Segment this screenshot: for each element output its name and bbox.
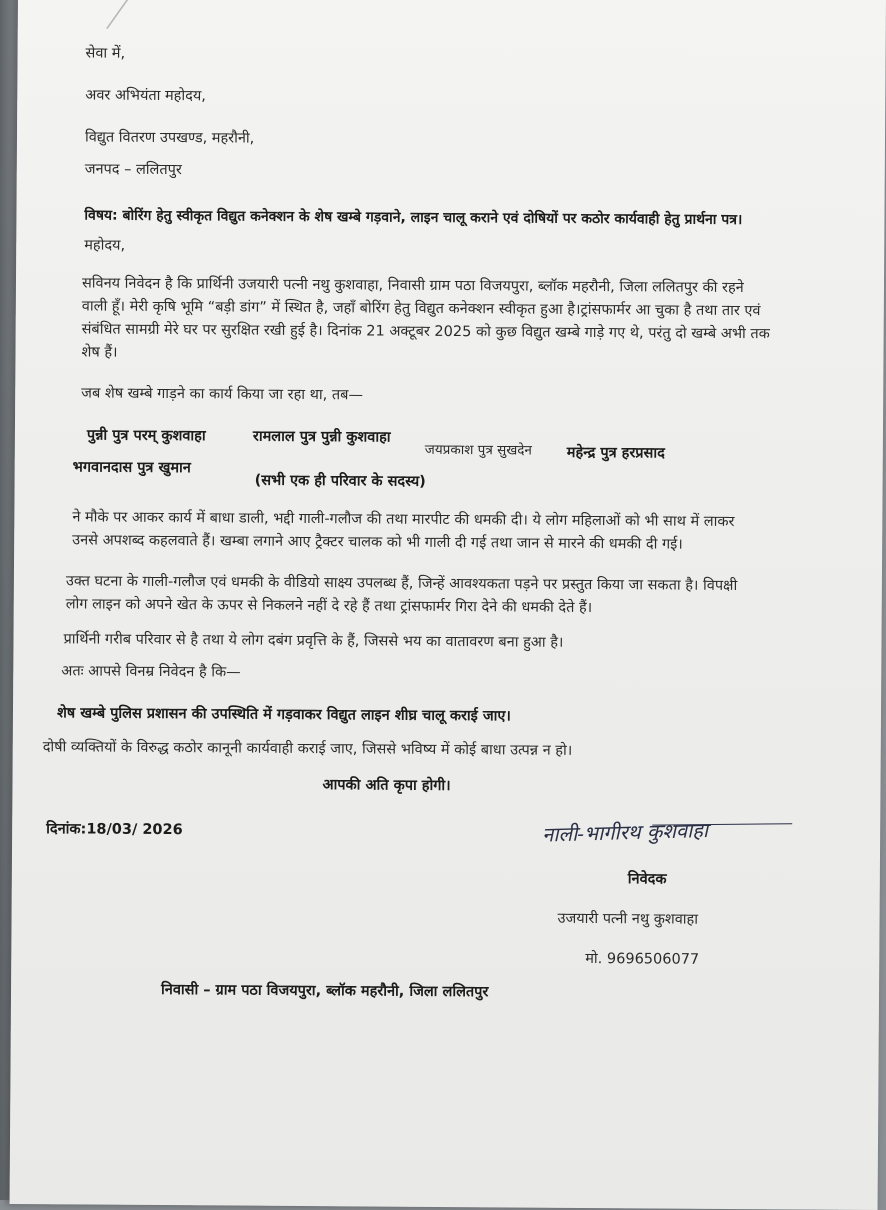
signature-text: नाली-भागीरथ कुशवाहा: [541, 817, 709, 847]
date-line: दिनांक:18/03/ 2026: [46, 821, 183, 839]
signature-underline: [652, 823, 792, 825]
para1-line2: वाली हूँ। मेरी कृषि भूमि “बड़ी डांग” में स्थित है, जहाँ बोरिंग हेतु विद्युत कनेक्शन स्वीकृत हुआ है।ट्रांसफार्मर आ चुका है तथा तार एवं: [81, 298, 761, 320]
request-1: शेष खम्बे पुलिस प्रशासन की उपस्थिति में गड़वाकर विद्युत लाइन शीघ्र चालू कराई जाए।: [56, 705, 511, 725]
salutation-to: सेवा में,: [85, 45, 126, 62]
para3-line1: ने मौके पर आकर कार्य में बाधा डाली, भद्दी गाली-गलौज की तथा मारपीट की धमकी दी। ये लोग महिलाओं को भी साथ में लाकर: [72, 509, 735, 531]
applicant-name: उजयारी पत्नी नथु कुशवाहा: [557, 910, 699, 928]
handwritten-signature: [542, 816, 709, 848]
subject-line: विषय: बोरिंग हेतु स्वीकृत विद्युत कनेक्शन के शेष खम्बे गड़वाने, लाइन चालू कराने एवं दोषियों पर कठोर कार्यवाही हेतु प्रार्थना पत्र।: [84, 207, 743, 229]
para6: अतः आपसे विनम्र निवेदन है कि—: [61, 663, 241, 681]
residence-line: निवासी – ग्राम पठा विजयपुरा, ब्लॉक महरौनी, जिला ललितपुर: [160, 982, 489, 1001]
para1-line4: शेष हैं।: [81, 344, 118, 361]
paper-fold: [66, 0, 132, 29]
accused-5: भगवानदास पुत्र खुमान: [72, 459, 191, 477]
applicant-mobile: मो. 9696506077: [585, 950, 700, 968]
greeting: महोदय,: [84, 237, 126, 254]
para3-line2: उनसे अपशब्द कहलवाते हैं। खम्बा लगाने आए ट्रैक्टर चालक को भी गाली दी गई तथा जान से मारने की धमकी दी गई।: [72, 532, 683, 553]
addressee-office: विद्युत वितरण उपखण्ड, महरौनी,: [84, 129, 255, 147]
para1-line3: संबंधित सामग्री मेरे घर पर सुरक्षित रखी हुई है। दिनांक 21 अक्टूबर 2025 को कुछ विद्युत खम्बे गाड़े गए थे, परंतु दो खम्बे अभी तक: [81, 321, 770, 343]
addressee-district: जनपद – ललितपुर: [84, 161, 182, 179]
para4-line1: उक्त घटना के गाली-गलौज एवं धमकी के वीडियो साक्ष्य उपलब्ध हैं, जिन्हें आवश्यकता पड़ने पर प्रस्तुत किया जा सकता है। विपक्षी: [65, 573, 738, 595]
letter-page: [10, 0, 886, 1210]
accused-note: (सभी एक ही परिवार के सदस्य): [254, 472, 426, 490]
para4-line2: लोग लाइन को अपने खेत के ऊपर से निकलने नहीं दे रहे हैं तथा ट्रांसफार्मर गिरा देने की धमकी देते हैं।: [65, 596, 593, 617]
accused-1: पुन्नी पुत्र परम् कुशवाहा: [86, 427, 206, 445]
request-2: दोषी व्यक्तियों के विरुद्ध कठोर कानूनी कार्यवाही कराई जाए, जिससे भविष्य में कोई बाधा उत्पन्न न हो।: [42, 739, 573, 759]
para5: प्रार्थिनी गरीब परिवार से है तथा ये लोग दबंग प्रवृत्ति के हैं, जिससे भय का वातावरण बना हुआ है।: [63, 631, 564, 651]
para2: जब शेष खम्बे गाड़ने का कार्य किया जा रहा था, तब—: [81, 385, 364, 404]
closing-line: आपकी अति कृपा होगी।: [322, 777, 451, 795]
accused-4: महेन्द्र पुत्र हरप्रसाद: [566, 444, 665, 462]
accused-2: रामलाल पुत्र पुन्नी कुशवाहा: [252, 428, 391, 446]
para1-line1: सविनय निवेदन है कि प्रार्थिनी उजयारी पत्नी नथु कुशवाहा, निवासी ग्राम पठा विजयपुरा, ब्लॉक महरौनी, जिला ललितपुर की रहने: [81, 275, 744, 297]
applicant-label: निवेदक: [627, 871, 667, 888]
accused-3: जयप्रकाश पुत्र सुखदेन: [424, 441, 532, 459]
addressee-title: अवर अभियंता महोदय,: [85, 87, 206, 105]
